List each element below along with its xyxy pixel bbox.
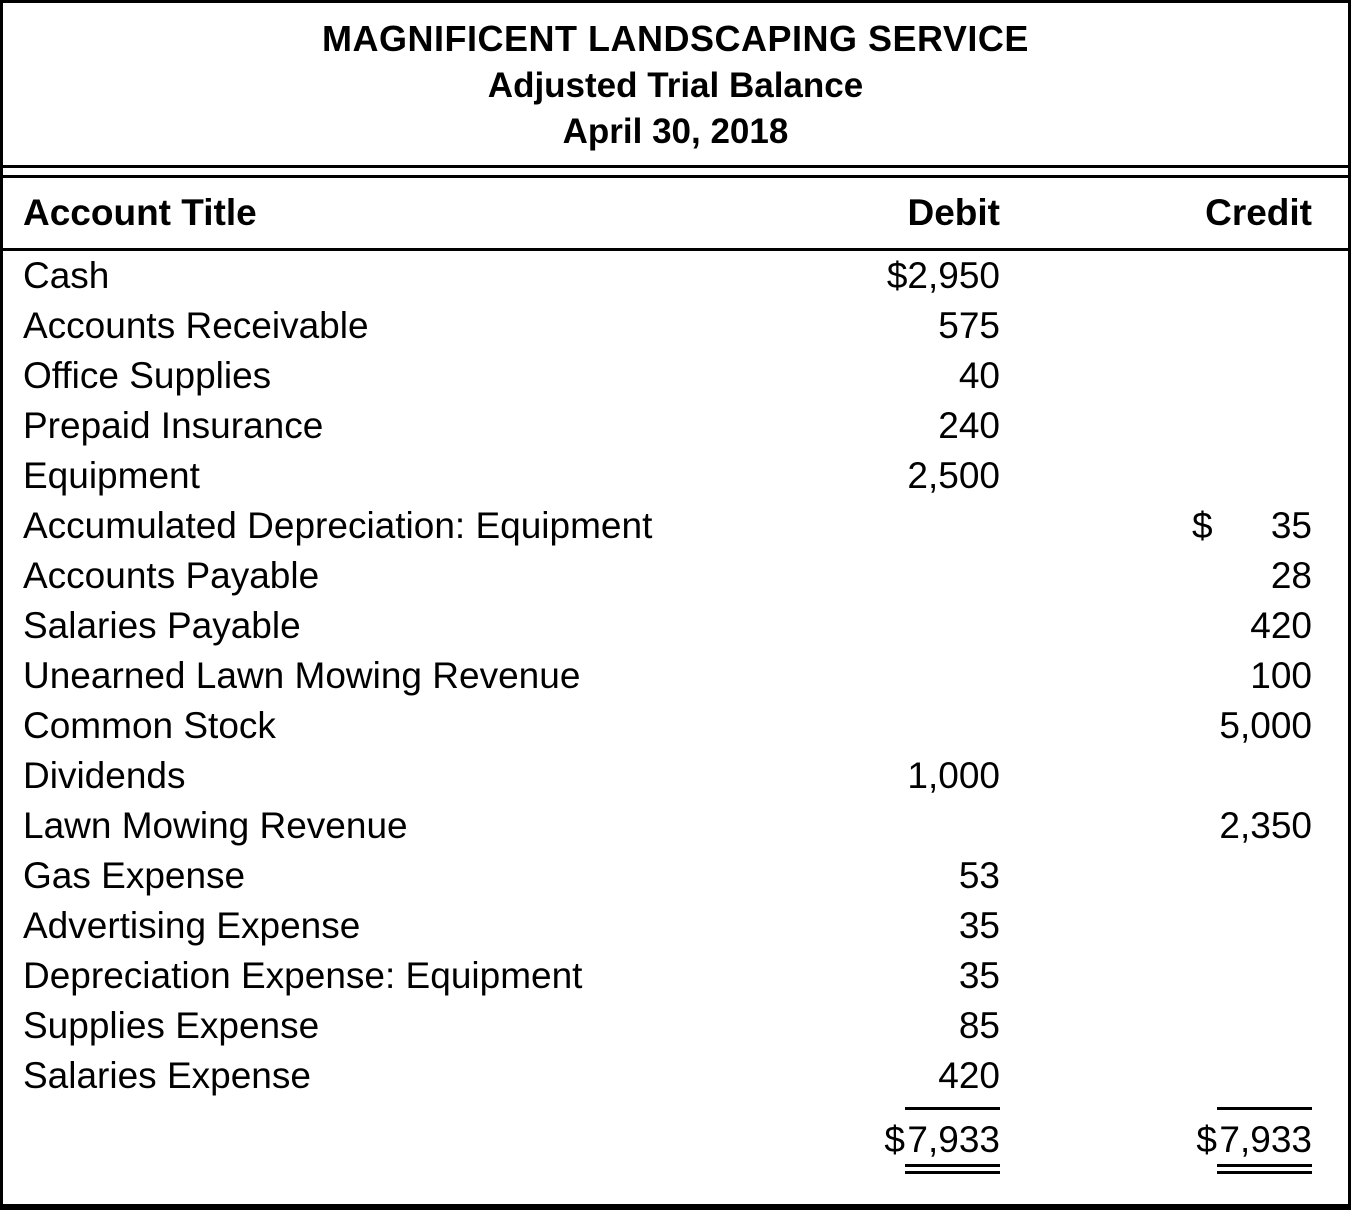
table-row <box>3 551 1348 601</box>
column-header-row <box>3 175 1348 251</box>
table-row <box>3 451 1348 501</box>
table-row <box>3 251 1348 301</box>
debit-cell: 53 <box>958 855 1000 896</box>
credit-amount: 35 <box>1270 505 1312 546</box>
debit-total-amount: 7,933 <box>905 1107 1000 1174</box>
table-row <box>3 501 1348 551</box>
account-title-cell: Salaries Payable <box>23 605 301 646</box>
debit-cell: 2,500 <box>907 455 1000 496</box>
account-title-cell: Equipment <box>23 455 200 496</box>
account-title-cell: Dividends <box>23 755 186 796</box>
debit-total-dollar-sign: $ <box>884 1119 905 1160</box>
account-title-cell: Cash <box>23 255 110 296</box>
company-name: MAGNIFICENT LANDSCAPING SERVICE <box>322 18 1029 59</box>
credit-header: Credit <box>1205 192 1312 233</box>
double-rule-gap <box>3 168 1348 175</box>
table-row <box>3 1001 1348 1051</box>
account-title-cell: Salaries Expense <box>23 1055 311 1096</box>
credit-amount: 2,350 <box>1219 805 1312 846</box>
table-row <box>3 601 1348 651</box>
credit-total-dollar-sign: $ <box>1196 1119 1217 1160</box>
report-header <box>3 3 1348 168</box>
credit-total-cell <box>1192 1107 1312 1174</box>
table-row <box>3 1051 1348 1101</box>
credit-cell <box>1192 705 1312 747</box>
account-title-cell: Unearned Lawn Mowing Revenue <box>23 655 581 696</box>
debit-cell: $2,950 <box>886 255 1000 296</box>
table-row <box>3 951 1348 1001</box>
table-row <box>3 751 1348 801</box>
table-row <box>3 901 1348 951</box>
report-date: April 30, 2018 <box>562 112 789 151</box>
trial-balance-rows <box>3 251 1348 1101</box>
account-title-cell: Accumulated Depreciation: Equipment <box>23 505 653 546</box>
debit-header: Debit <box>907 192 1000 233</box>
account-title-cell: Lawn Mowing Revenue <box>23 805 408 846</box>
account-title-cell: Common Stock <box>23 705 276 746</box>
credit-dollar-sign: $ <box>1192 505 1213 546</box>
debit-cell: 85 <box>958 1005 1000 1046</box>
table-row <box>3 351 1348 401</box>
account-title-cell: Depreciation Expense: Equipment <box>23 955 583 996</box>
totals-row <box>3 1107 1348 1174</box>
report-title: Adjusted Trial Balance <box>487 66 864 105</box>
credit-cell <box>1192 605 1312 647</box>
debit-cell: 420 <box>938 1055 1000 1096</box>
debit-total-cell <box>880 1107 1000 1174</box>
credit-cell <box>1192 505 1312 547</box>
account-title-cell: Supplies Expense <box>23 1005 320 1046</box>
credit-amount: 5,000 <box>1219 705 1312 746</box>
table-row <box>3 851 1348 901</box>
credit-total-amount: 7,933 <box>1217 1107 1312 1174</box>
debit-cell: 35 <box>958 905 1000 946</box>
account-title-cell: Prepaid Insurance <box>23 405 324 446</box>
account-title-cell: Accounts Payable <box>23 555 320 596</box>
account-title-header: Account Title <box>23 192 257 233</box>
table-row <box>3 401 1348 451</box>
table-row <box>3 301 1348 351</box>
debit-cell: 35 <box>958 955 1000 996</box>
debit-cell: 1,000 <box>907 755 1000 796</box>
account-title-cell: Office Supplies <box>23 355 272 396</box>
credit-cell <box>1192 555 1312 597</box>
credit-cell <box>1192 805 1312 847</box>
account-title-cell: Accounts Receivable <box>23 305 369 346</box>
table-row <box>3 801 1348 851</box>
table-row <box>3 651 1348 701</box>
debit-cell: 575 <box>938 305 1000 346</box>
credit-amount: 28 <box>1270 555 1312 596</box>
credit-amount: 100 <box>1250 655 1312 696</box>
credit-cell <box>1192 655 1312 697</box>
debit-cell: 240 <box>938 405 1000 446</box>
credit-amount: 420 <box>1250 605 1312 646</box>
account-title-cell: Gas Expense <box>23 855 246 896</box>
debit-cell: 40 <box>958 355 1000 396</box>
account-title-cell: Advertising Expense <box>23 905 361 946</box>
table-row <box>3 701 1348 751</box>
